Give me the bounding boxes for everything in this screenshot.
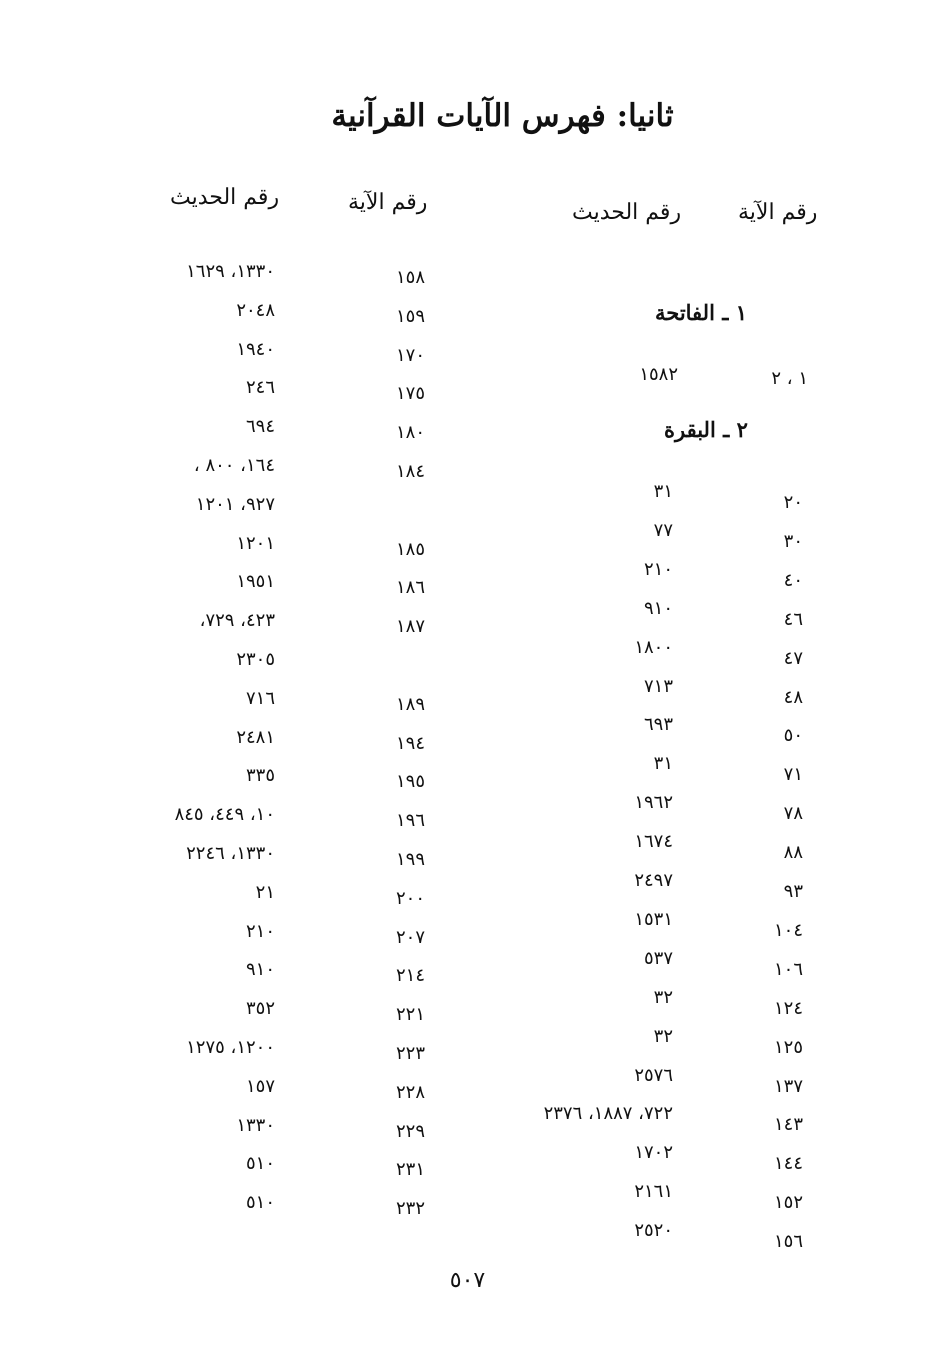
hadith-number: ٣٣٥ (245, 765, 275, 787)
page-title: ثانيا: فهرس الآيات القرآنية (331, 98, 674, 134)
verse-number: ٢٠٧ (395, 926, 425, 948)
verse-number: ١٤٣ (773, 1114, 803, 1136)
hadith-number: ١٧٠٢ (634, 1142, 673, 1164)
verse-number: ١٥٢ (773, 1192, 803, 1214)
verse-number: ١٩٩ (395, 849, 425, 870)
verse-number: ١٥٨ (395, 267, 425, 288)
verse-number: ٢٢٩ (395, 1120, 425, 1142)
verse-number: ٢٢٣ (395, 1043, 425, 1064)
verse-number: ٤٠ (783, 569, 803, 591)
hadith-number: ١٩٥١ (236, 571, 275, 593)
hadith-number: ٤٢٣، ٧٢٩، (199, 610, 275, 632)
verse-number: ٨٨ (783, 842, 803, 864)
hadith-number: ٩١٠ (643, 597, 673, 619)
verse-number: ١٤٤ (773, 1153, 803, 1175)
hadith-number: ٣٥٢ (245, 998, 275, 1020)
hadith-number: ٩١٠ (245, 959, 275, 981)
hadith-number: ٢٤٨١ (236, 726, 275, 748)
hadith-number: ٣٢ (653, 1025, 673, 1047)
verse-number: ١٧٥ (395, 383, 425, 405)
verse-number: ١٨٧ (395, 616, 425, 638)
surah-heading-baqara: ٢ ـ البقرة (664, 417, 748, 442)
hadith-number: ١٣٣٠، ١٦٢٩ (186, 261, 275, 282)
page-number: ٥٠٧ (449, 1268, 486, 1293)
hadith-number: ٥١٠ (245, 1192, 275, 1214)
verse-number: ١٨٥ (395, 538, 425, 560)
verse-number: ٢١٤ (395, 965, 425, 987)
hadith-number: ٢٣٠٥ (236, 649, 275, 670)
verse-number: ٤٦ (783, 608, 803, 630)
verse-number: ١٨٠ (395, 422, 425, 444)
verse-number: ١٨٤ (395, 461, 425, 482)
hadith-number: ٢٤٩٧ (634, 870, 673, 891)
hadith-number: ٢١ (255, 881, 275, 903)
hadith-number: ٢١٦١ (634, 1181, 673, 1203)
hadith-number: ٧١٣ (643, 675, 673, 697)
hadith-number: ١٣٣٠ (236, 1114, 275, 1136)
verse-number: ٢٢١ (395, 1004, 425, 1026)
left-hadith-header: رقم الحديث (170, 185, 280, 210)
hadith-number: ٣٢ (653, 986, 673, 1008)
hadith-number: ٥١٠ (245, 1153, 275, 1175)
verse-number: ٢٠ (783, 492, 803, 513)
verse-number: ١٩٤ (395, 732, 425, 754)
hadith-number: ١٩٤٠ (236, 338, 275, 360)
hadith-number: ٩٢٧، ١٢٠١ (195, 493, 275, 515)
surah-heading-fatiha: ١ ـ الفاتحة (655, 300, 747, 325)
hadith-number: ٢٠٤٨ (236, 299, 275, 321)
verse-number: ١٩٥ (395, 771, 425, 793)
verse-number: ١٩٦ (395, 810, 425, 832)
verse-number: ٩٣ (783, 881, 803, 902)
hadith-number: ٣١ (653, 481, 673, 502)
hadith-number: ٢٤٦ (245, 377, 275, 399)
verse-number: ٢٣٢ (395, 1198, 425, 1220)
hadith-number: ١٥٨٢ (639, 364, 678, 385)
hadith-number: ١٥٣١ (634, 908, 673, 930)
hadith-number: ٢١٠ (245, 920, 275, 942)
hadith-number: ٧٧ (653, 519, 673, 541)
hadith-number: ١٥٧ (245, 1075, 275, 1097)
hadith-number: ١٢٠٠، ١٢٧٥ (186, 1037, 275, 1058)
verse-number: ٧١ (783, 764, 803, 786)
verse-number: ٤٨ (783, 686, 803, 708)
verse-number: ١٥٩ (395, 305, 425, 327)
hadith-number: ١٨٠٠ (634, 636, 673, 658)
verse-number: ١٠٦ (773, 958, 803, 980)
right-hadith-header: رقم الحديث (572, 200, 682, 225)
verse-number: ٢٣١ (395, 1159, 425, 1181)
hadith-number: ٢٥٧٦ (634, 1064, 673, 1086)
hadith-number: ١٠، ٤٤٩، ٨٤٥ (174, 804, 275, 826)
verse-number: ١٨٩ (395, 693, 425, 715)
hadith-number: ٧١٦ (245, 687, 275, 709)
verse-number: ٧٨ (783, 803, 803, 825)
hadith-number: ١٦٤، ٨٠٠ ، (193, 455, 275, 476)
verse-number: ١٨٦ (395, 577, 425, 599)
hadith-number: ١٣٣٠، ٢٢٤٦ (186, 843, 275, 864)
hadith-number: ٧٢٢، ١٨٨٧، ٢٣٧٦ (543, 1103, 673, 1125)
verse-number: ١٢٥ (773, 1036, 803, 1058)
hadith-number: ٥٣٧ (643, 947, 673, 969)
verse-number: ١٥٦ (773, 1231, 803, 1253)
hadith-number: ١٩٦٢ (634, 792, 673, 814)
left-verse-header: رقم الآية (348, 190, 428, 215)
verse-number: ١٧٠ (395, 344, 425, 366)
right-verse-header: رقم الآية (738, 200, 818, 225)
verse-number: ٥٠ (783, 725, 803, 747)
verse-number: ١٠٤ (773, 919, 803, 941)
hadith-number: ١٢٠١ (236, 532, 275, 554)
verse-number: ٤٧ (783, 647, 803, 669)
hadith-number: ٦٩٣ (643, 714, 673, 736)
hadith-number: ٣١ (653, 753, 673, 775)
verse-number: ٣٠ (783, 530, 803, 552)
verse-number: ١٢٤ (773, 997, 803, 1019)
hadith-number: ٦٩٤ (245, 416, 275, 438)
verse-number: ١ ، ٢ (771, 368, 808, 389)
verse-number: ١٣٧ (773, 1075, 803, 1097)
hadith-number: ١٦٧٤ (634, 831, 673, 853)
verse-number: ٢٠٠ (395, 887, 425, 909)
hadith-number: ٢٥٢٠ (634, 1220, 673, 1242)
verse-number: ٢٢٨ (395, 1081, 425, 1103)
hadith-number: ٢١٠ (643, 558, 673, 580)
